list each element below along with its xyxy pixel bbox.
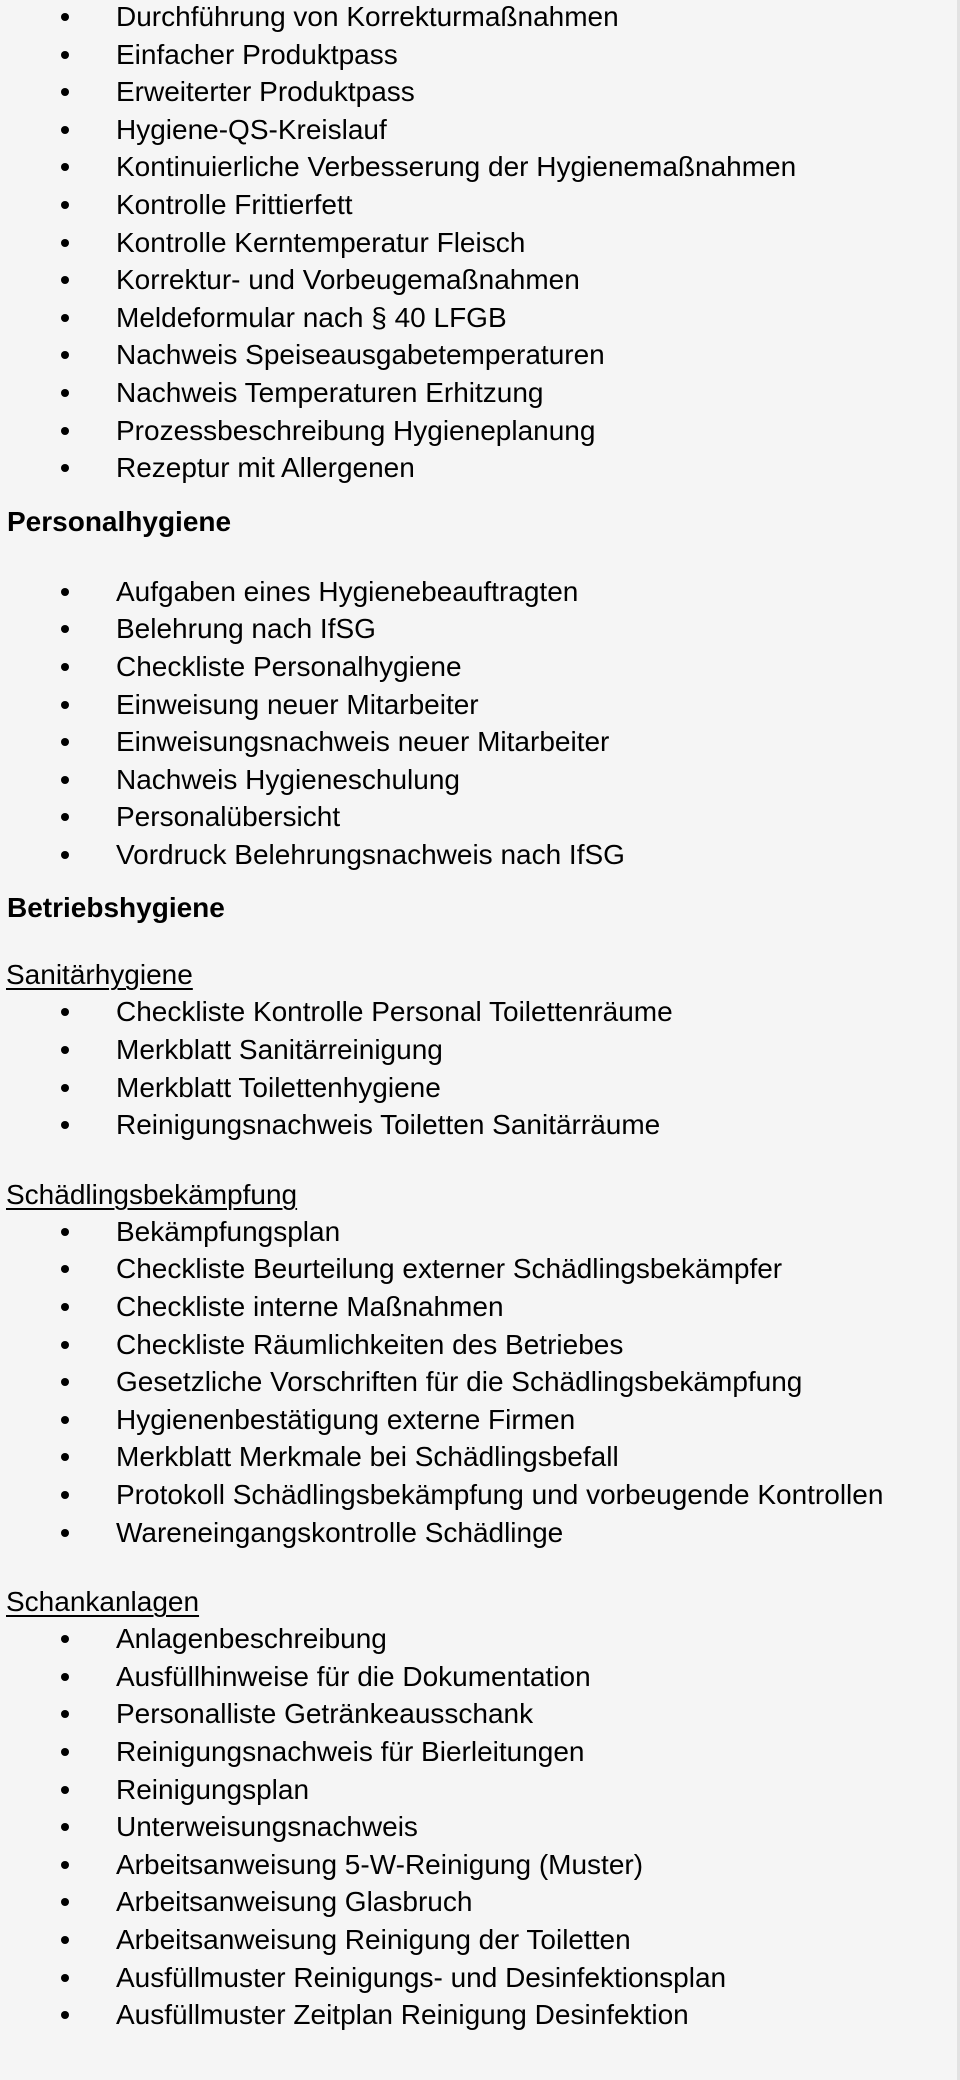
list-item-text: Gesetzliche Vorschriften für die Schädlingsbekämpfung	[116, 1366, 803, 1398]
list-item-text: Checkliste Personalhygiene	[116, 650, 462, 682]
bullet-icon	[61, 1635, 69, 1643]
bullet-icon	[61, 813, 69, 821]
list-item	[0, 1620, 960, 1658]
bullet-icon	[61, 126, 69, 134]
list-item	[0, 648, 960, 686]
bullet-icon	[61, 1341, 69, 1349]
list-item	[0, 1959, 960, 1997]
list-item-text: Belehrung nach IfSG	[116, 613, 376, 645]
list-item-text: Hygiene-QS-Kreislauf	[116, 113, 387, 145]
bullet-icon	[61, 314, 69, 322]
list-item-text: Kontrolle Kerntemperatur Fleisch	[116, 226, 526, 258]
subheading-schankanlagen: Schankanlagen	[6, 1586, 200, 1618]
list-item	[0, 36, 960, 74]
list-item	[0, 1514, 960, 1552]
bullet-icon	[61, 738, 69, 746]
list-item-text: Merkblatt Merkmale bei Schädlingsbefall	[116, 1441, 619, 1473]
heading-betriebshygiene: Betriebshygiene	[7, 892, 225, 924]
list-item	[0, 1733, 960, 1771]
bullet-icon	[61, 88, 69, 96]
list-item	[0, 1846, 960, 1884]
list-item	[0, 374, 960, 412]
list-item-text: Meldeformular nach § 40 LFGB	[116, 301, 507, 333]
bullet-icon	[61, 1710, 69, 1718]
bullet-icon	[61, 201, 69, 209]
list-item-text: Protokoll Schädlingsbekämpfung und vorbeugende Kontrollen	[116, 1479, 884, 1510]
list-item-text: Ausfüllmuster Reinigungs- und Desinfektionsplan	[116, 1961, 727, 1993]
bullet-icon	[61, 389, 69, 397]
bullet-icon	[61, 701, 69, 709]
list-item	[0, 1771, 960, 1809]
list-item-text: Reinigungsnachweis Toiletten Sanitärräume	[116, 1109, 661, 1141]
bullet-icon	[61, 351, 69, 359]
list-item-text: Personalübersicht	[116, 801, 341, 833]
list-item-text: Anlagenbeschreibung	[116, 1623, 387, 1655]
bullet-icon	[61, 13, 69, 21]
list-item-text: Erweiterter Produktpass	[116, 76, 415, 108]
list-item-text: Hygienenbestätigung externe Firmen	[116, 1403, 576, 1435]
list-item-text: Nachweis Speiseausgabetemperaturen	[116, 339, 605, 371]
list-item-text: Durchführung von Korrekturmaßnahmen	[116, 1, 619, 32]
list-item	[0, 723, 960, 761]
list-item	[0, 1883, 960, 1921]
list-item-text: Personalliste Getränkeausschank	[116, 1698, 534, 1730]
list-item-text: Reinigungsnachweis für Bierleitungen	[116, 1735, 585, 1767]
list-item	[0, 1921, 960, 1959]
list-item	[0, 299, 960, 337]
bullet-icon	[61, 776, 69, 784]
list-item-text: Reinigungsplan	[116, 1773, 310, 1805]
bullet-icon	[61, 1974, 69, 1982]
list-item-text: Prozessbeschreibung Hygieneplanung	[116, 414, 596, 446]
list-item-text: Wareneingangskontrolle Schädlinge	[116, 1516, 564, 1548]
list-item-text: Ausfüllmuster Zeitplan Reinigung Desinfektion	[116, 1999, 689, 2031]
list-item	[0, 336, 960, 374]
bullet-icon	[61, 163, 69, 171]
list-item-text: Checkliste interne Maßnahmen	[116, 1291, 504, 1323]
list-item-text: Checkliste Kontrolle Personal Toilettenräume	[116, 996, 673, 1028]
list-item-text: Kontinuierliche Verbesserung der Hygienemaßnahmen	[116, 151, 797, 183]
list-item	[0, 1288, 960, 1326]
list-item-text: Merkblatt Toilettenhygiene	[116, 1071, 441, 1103]
list-item-text: Aufgaben eines Hygienebeauftragten	[116, 575, 579, 607]
list-item-text: Checkliste Räumlichkeiten des Betriebes	[116, 1328, 624, 1360]
list-item	[0, 1695, 960, 1733]
list-item	[0, 1106, 960, 1144]
list-item	[0, 1476, 960, 1514]
bullet-icon	[61, 1084, 69, 1092]
list-item-text: Checkliste Beurteilung externer Schädlingsbekämpfer	[116, 1253, 783, 1285]
list-item	[0, 111, 960, 149]
list-item	[0, 573, 960, 611]
list-item-text: Arbeitsanweisung Reinigung der Toiletten	[116, 1923, 631, 1955]
list-item-text: Arbeitsanweisung 5-W-Reinigung (Muster)	[116, 1848, 644, 1880]
list-item-text: Bekämpfungsplan	[116, 1215, 341, 1247]
bullet-icon	[61, 276, 69, 284]
bullet-icon	[61, 464, 69, 472]
top-list	[0, 0, 960, 487]
list-item	[0, 1658, 960, 1696]
list-item	[0, 836, 960, 874]
list-item	[0, 1401, 960, 1439]
list-item-text: Merkblatt Sanitärreinigung	[116, 1034, 443, 1066]
list-item	[0, 0, 960, 36]
list-item-text: Rezeptur mit Allergenen	[116, 452, 415, 484]
list-item	[0, 186, 960, 224]
bullet-icon	[61, 1228, 69, 1236]
list-item	[0, 148, 960, 186]
bullet-icon	[61, 1416, 69, 1424]
list-item	[0, 1069, 960, 1107]
bullet-icon	[61, 588, 69, 596]
bullet-icon	[61, 1529, 69, 1537]
bullet-icon	[61, 1673, 69, 1681]
subheading-schaedlingsbekaempfung: Schädlingsbekämpfung	[6, 1178, 298, 1210]
bullet-icon	[61, 851, 69, 859]
bullet-icon	[61, 1491, 69, 1499]
list-item-text: Einweisungsnachweis neuer Mitarbeiter	[116, 726, 610, 758]
bullet-icon	[61, 1861, 69, 1869]
list-item-text: Korrektur- und Vorbeugemaßnahmen	[116, 264, 580, 296]
list-item	[0, 1250, 960, 1288]
bullet-icon	[61, 1046, 69, 1054]
list-item-text: Vordruck Belehrungsnachweis nach IfSG	[116, 838, 625, 870]
bullet-icon	[61, 1786, 69, 1794]
schaedlingsbekaempfung-list	[0, 1213, 960, 1551]
bullet-icon	[61, 427, 69, 435]
bullet-icon	[61, 1823, 69, 1831]
bullet-icon	[61, 625, 69, 633]
bullet-icon	[61, 663, 69, 671]
list-item	[0, 1031, 960, 1069]
bullet-icon	[61, 1453, 69, 1461]
bullet-icon	[61, 1303, 69, 1311]
bullet-icon	[61, 2011, 69, 2019]
list-item	[0, 1363, 960, 1401]
list-item	[0, 610, 960, 648]
list-item-text: Unterweisungsnachweis	[116, 1811, 418, 1843]
bullet-icon	[61, 1008, 69, 1016]
list-item	[0, 1808, 960, 1846]
bullet-icon	[61, 1121, 69, 1129]
list-item	[0, 261, 960, 299]
list-item	[0, 1213, 960, 1251]
list-item	[0, 686, 960, 724]
bullet-icon	[61, 1378, 69, 1386]
bullet-icon	[61, 1898, 69, 1906]
list-item-text: Nachweis Temperaturen Erhitzung	[116, 376, 544, 408]
heading-personalhygiene: Personalhygiene	[7, 505, 232, 537]
bullet-icon	[61, 1936, 69, 1944]
list-item	[0, 1996, 960, 2034]
list-item	[0, 761, 960, 799]
list-item-text: Ausfüllhinweise für die Dokumentation	[116, 1660, 591, 1692]
list-item	[0, 449, 960, 487]
sanitaerhygiene-list	[0, 993, 960, 1143]
list-item	[0, 224, 960, 262]
list-item	[0, 1326, 960, 1364]
subheading-sanitaerhygiene: Sanitärhygiene	[6, 959, 193, 991]
list-item-text: Kontrolle Frittierfett	[116, 188, 353, 220]
list-item	[0, 412, 960, 450]
schankanlagen-list	[0, 1620, 960, 2034]
bullet-icon	[61, 51, 69, 59]
list-item-text: Einfacher Produktpass	[116, 38, 398, 70]
list-item	[0, 993, 960, 1031]
bullet-icon	[61, 1265, 69, 1273]
list-item-text: Nachweis Hygieneschulung	[116, 763, 460, 795]
personalhygiene-list	[0, 573, 960, 874]
list-item	[0, 1438, 960, 1476]
list-item	[0, 798, 960, 836]
list-item-text: Arbeitsanweisung Glasbruch	[116, 1886, 473, 1918]
list-item-text: Einweisung neuer Mitarbeiter	[116, 688, 479, 720]
bullet-icon	[61, 1748, 69, 1756]
list-item	[0, 73, 960, 111]
bullet-icon	[61, 239, 69, 247]
